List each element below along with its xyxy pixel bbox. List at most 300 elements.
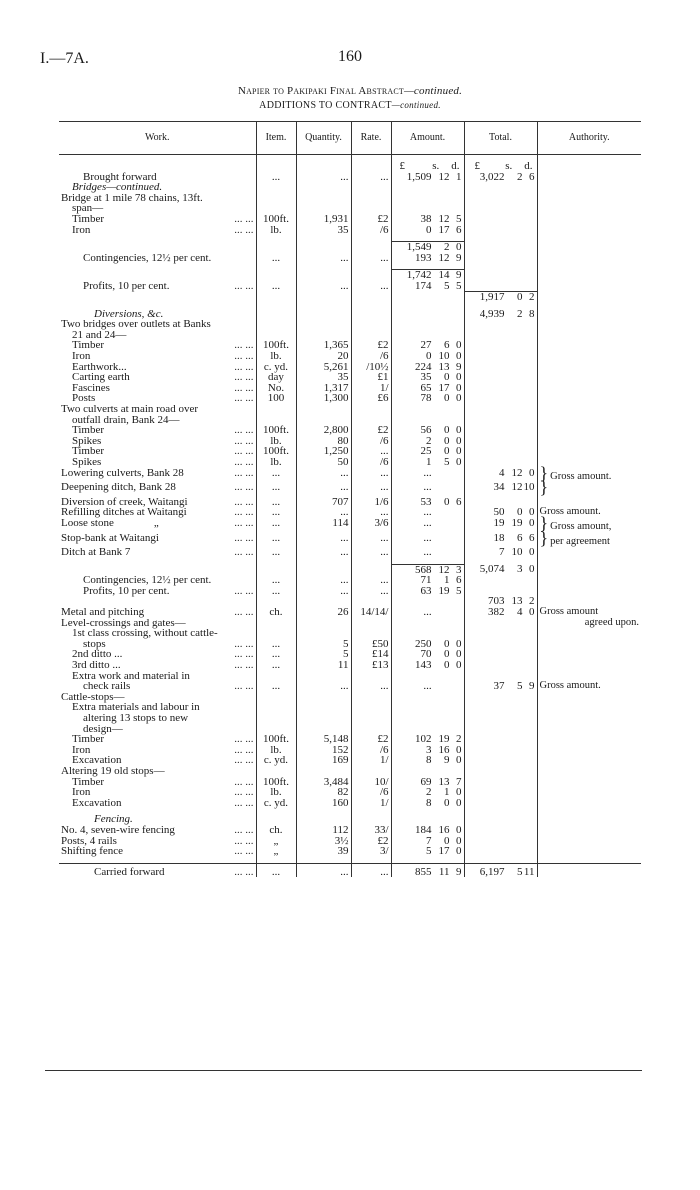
shillings-value: 1 <box>444 786 450 799</box>
table-row <box>59 193 641 204</box>
total-cell <box>464 628 537 639</box>
table-row <box>59 863 641 877</box>
pounds-value: 71 <box>420 574 432 587</box>
pounds-value: 0 <box>426 350 432 362</box>
authority-cell <box>537 477 641 498</box>
shillings-value: 13 <box>438 775 450 788</box>
item-cell: lb. <box>256 225 296 236</box>
total-cell <box>464 270 537 281</box>
authority-cell <box>537 436 641 447</box>
quantity-cell: ... <box>296 575 351 586</box>
shillings-value: 12 <box>438 563 450 576</box>
rate-cell: £2 <box>351 214 391 225</box>
pence-value: 1 <box>456 170 462 183</box>
shillings-value: 19 <box>438 584 450 597</box>
authority-cell <box>537 457 641 468</box>
total-cell <box>464 457 537 468</box>
item-cell: lb. <box>256 745 296 756</box>
table-row <box>59 425 641 436</box>
work-cell <box>59 214 256 225</box>
shillings-value: 0 <box>444 659 450 672</box>
quantity-cell <box>296 193 351 204</box>
item-cell: 100ft. <box>256 734 296 745</box>
table-row <box>59 825 641 836</box>
rate-cell: /6 <box>351 745 391 756</box>
pounds-value: 37 <box>493 680 505 693</box>
pounds-value: 78 <box>420 392 432 405</box>
total-cell <box>464 863 537 877</box>
table-row <box>59 533 641 548</box>
authority-cell <box>537 547 641 558</box>
total-cell <box>464 798 537 809</box>
item-cell <box>256 404 296 415</box>
table-row <box>59 415 641 426</box>
leader-dots: ... ... <box>234 372 254 383</box>
quantity-cell: 50 <box>296 457 351 468</box>
pence-value: 6 <box>456 495 462 508</box>
quantity-cell <box>296 182 351 193</box>
header-item: Item. <box>256 122 296 155</box>
item-cell <box>256 713 296 724</box>
item-cell <box>256 766 296 777</box>
shillings-value: 16 <box>438 823 450 836</box>
work-cell <box>59 798 256 809</box>
item-cell <box>256 193 296 204</box>
authority-cell <box>537 777 641 788</box>
pounds-value: 382 <box>488 606 505 619</box>
total-cell <box>464 172 537 183</box>
shillings-value: 17 <box>438 381 450 394</box>
leader-dots: ... ... <box>234 425 254 436</box>
work-label: check rails <box>83 680 131 693</box>
table-row <box>59 628 641 639</box>
total-cell <box>464 518 537 533</box>
work-label: Timber <box>72 339 104 352</box>
rate-cell: £2 <box>351 836 391 847</box>
work-label: Contingencies, 12½ per cent. <box>83 251 212 264</box>
table-row <box>59 724 641 735</box>
work-label: outfall drain, Bank 24— <box>72 413 180 426</box>
rate-cell: ... <box>351 681 391 692</box>
work-cell <box>59 404 256 415</box>
amount-cell <box>391 292 464 303</box>
quantity-cell <box>296 319 351 330</box>
item-cell <box>256 319 296 330</box>
rate-cell: 1/ <box>351 798 391 809</box>
pound-symbol: £ <box>474 160 480 172</box>
pounds-value: 6,197 <box>479 865 505 878</box>
pence-value: 0 <box>456 648 462 661</box>
total-cell <box>464 564 537 575</box>
brace-mark: } <box>539 527 549 548</box>
leader-dots: ... ... <box>234 496 254 508</box>
item-cell: ... <box>256 172 296 183</box>
rate-cell: /6 <box>351 225 391 236</box>
shillings-value: 12 <box>511 466 523 479</box>
rate-cell <box>351 702 391 713</box>
work-label: Brought forward <box>83 170 157 183</box>
shillings-symbol: s. <box>505 160 513 172</box>
shillings-value: 2 <box>517 307 523 320</box>
total-cell <box>464 649 537 660</box>
authority-cell <box>537 172 641 183</box>
page-reference: I.—7A. <box>40 50 89 67</box>
shillings-value: 14 <box>438 269 450 282</box>
quantity-cell: 707 <box>296 497 351 508</box>
rate-cell: 1/ <box>351 755 391 766</box>
work-label: Shifting fence <box>61 845 124 858</box>
total-cell <box>464 330 537 341</box>
quantity-cell: 26 <box>296 607 351 618</box>
shillings-value: 13 <box>438 360 450 373</box>
amount-cell <box>391 660 464 671</box>
quantity-cell: ... <box>296 863 351 877</box>
leader-dots: ... ... <box>234 482 254 493</box>
authority-cell <box>537 270 641 281</box>
rate-cell <box>351 692 391 703</box>
quantity-cell: 5,261 <box>296 362 351 373</box>
work-cell <box>59 482 256 497</box>
pence-value: 0 <box>456 392 462 405</box>
work-label: Extra work and material in <box>72 669 190 682</box>
quantity-cell: 1,365 <box>296 340 351 351</box>
authority-cell <box>537 745 641 756</box>
rate-cell: 1/ <box>351 383 391 394</box>
work-label: Iron <box>72 786 91 799</box>
pence-value: 8 <box>529 307 535 320</box>
pence-value: 0 <box>529 563 535 576</box>
authority-cell <box>537 814 641 825</box>
leader-dots: ... ... <box>234 340 254 351</box>
leader-dots: ... ... <box>234 797 254 809</box>
work-label: Timber <box>72 212 104 225</box>
brace-mark: } <box>539 462 549 483</box>
document-title <box>0 85 700 97</box>
table-row <box>59 766 641 777</box>
pounds-value: 8 <box>426 754 432 767</box>
leader-dots: ... ... <box>234 846 254 857</box>
pounds-value: 2 <box>426 434 432 447</box>
total-cell <box>464 193 537 204</box>
quantity-cell: 1,250 <box>296 446 351 457</box>
authority-cell <box>537 182 641 193</box>
table-row <box>59 745 641 756</box>
pounds-value: 4 <box>499 466 505 479</box>
page-number: 160 <box>338 48 362 65</box>
pounds-value: 250 <box>415 637 432 650</box>
subtitle-main: ADDITIONS TO CONTRACT <box>259 100 392 111</box>
work-label: Timber <box>72 733 104 746</box>
rate-cell <box>351 292 391 303</box>
page-bottom-rule <box>45 1070 642 1071</box>
work-label: Earthwork... <box>72 360 127 373</box>
total-cell <box>464 340 537 351</box>
authority-cell <box>537 846 641 857</box>
pounds-value: 63 <box>420 584 432 597</box>
leader-dots: ... ... <box>234 776 254 788</box>
total-cell <box>464 225 537 236</box>
shillings-value: 0 <box>444 495 450 508</box>
amount-cell <box>391 692 464 703</box>
shillings-value: 6 <box>444 339 450 352</box>
item-cell <box>256 182 296 193</box>
pence-symbol: d. <box>451 160 460 172</box>
rate-cell <box>351 182 391 193</box>
pence-value: 2 <box>529 291 535 304</box>
authority-cell <box>537 362 641 373</box>
item-cell: day <box>256 372 296 383</box>
authority-cell <box>537 639 641 650</box>
rate-cell: /6 <box>351 351 391 362</box>
pounds-value: 1,742 <box>406 269 432 282</box>
quantity-cell: 2,800 <box>296 425 351 436</box>
shillings-value: 6 <box>517 531 523 544</box>
shillings-value: 11 <box>438 865 450 878</box>
pence-value: 6 <box>529 531 535 544</box>
item-cell: 100ft. <box>256 214 296 225</box>
leader-dots: ... ... <box>234 446 254 457</box>
leader-dots: ... ... <box>234 517 254 529</box>
pence-value: 0 <box>456 371 462 384</box>
table-row <box>59 214 641 225</box>
amount-cell <box>391 319 464 330</box>
header-authority: Authority. <box>537 122 641 155</box>
shillings-value: 9 <box>444 754 450 767</box>
pounds-value: 25 <box>420 445 432 458</box>
rate-cell <box>351 319 391 330</box>
total-cell <box>464 309 537 320</box>
work-label: Iron <box>72 350 91 362</box>
rate-cell: £50 <box>351 639 391 650</box>
rate-cell: ... <box>351 575 391 586</box>
work-label: 21 and 24— <box>72 328 127 341</box>
item-cell: ... <box>256 507 296 518</box>
work-label: Lowering culverts, Bank 28 <box>61 466 184 479</box>
authority-cell <box>537 507 641 518</box>
quantity-cell: 35 <box>296 372 351 383</box>
authority-cell <box>537 415 641 426</box>
work-label: Excavation <box>72 796 122 809</box>
total-cell <box>464 362 537 373</box>
work-cell <box>59 253 256 264</box>
pounds-value: 2 <box>426 786 432 799</box>
quantity-cell: ... <box>296 507 351 518</box>
table-row <box>59 639 641 650</box>
rate-cell: ... <box>351 281 391 292</box>
pence-value: 5 <box>456 279 462 292</box>
work-label: altering 13 stops to new <box>83 712 189 724</box>
pounds-value: 3,022 <box>479 170 505 183</box>
pounds-value: 1 <box>426 455 432 468</box>
item-cell: 100ft. <box>256 446 296 457</box>
pounds-value: 1,917 <box>479 291 505 304</box>
shillings-value: 12 <box>438 170 450 183</box>
authority-text: Gross amount. <box>539 680 601 692</box>
shillings-value: 2 <box>444 241 450 254</box>
rate-cell: /6 <box>351 787 391 798</box>
quantity-cell: ... <box>296 533 351 548</box>
leader-dots: ... ... <box>234 866 254 878</box>
table-row <box>59 482 641 497</box>
work-cell <box>59 468 256 483</box>
shillings-value: 0 <box>444 796 450 809</box>
leader-dots: ... ... <box>234 435 254 447</box>
authority-cell <box>537 692 641 703</box>
authority-cell <box>537 393 641 404</box>
authority-cell <box>537 586 641 597</box>
quantity-cell: 5,148 <box>296 734 351 745</box>
leader-dots: ... ... <box>234 660 254 671</box>
work-label: Ditch at Bank 7 <box>61 546 131 559</box>
authority-cell <box>537 242 641 253</box>
rate-cell: 3/ <box>351 846 391 857</box>
total-cell <box>464 351 537 362</box>
leader-dots: ... ... <box>234 351 254 362</box>
amount-cell: ... <box>391 507 464 518</box>
quantity-cell <box>296 766 351 777</box>
authority-cell <box>537 863 641 877</box>
authority-cell <box>537 330 641 341</box>
work-label: 1st class crossing, without cattle- <box>72 627 218 640</box>
item-cell: lb. <box>256 436 296 447</box>
authority-cell <box>537 512 641 533</box>
authority-cell <box>537 281 641 292</box>
total-cell <box>464 547 537 558</box>
quantity-cell <box>296 702 351 713</box>
work-cell <box>59 547 256 558</box>
authority-cell <box>537 425 641 436</box>
work-cell <box>59 351 256 362</box>
shillings-value: 3 <box>517 563 523 576</box>
authority-text: Gross amount, <box>550 520 612 532</box>
work-cell <box>59 825 256 836</box>
total-cell <box>464 724 537 735</box>
authority-cell <box>537 702 641 713</box>
table-row <box>59 507 641 518</box>
rate-cell <box>351 309 391 320</box>
authority-cell <box>537 798 641 809</box>
total-cell <box>464 182 537 193</box>
leader-dots: ... ... <box>234 382 254 394</box>
work-label: Altering 19 old stops— <box>61 764 165 777</box>
authority-cell <box>537 734 641 745</box>
leader-dots: ... ... <box>234 456 254 468</box>
table-row <box>59 330 641 341</box>
table-row <box>59 362 641 373</box>
shillings-value: 10 <box>438 350 450 362</box>
table-header-row <box>59 122 641 155</box>
item-cell: c. yd. <box>256 362 296 373</box>
currency-row <box>59 161 641 172</box>
total-currency <box>464 161 537 172</box>
rate-cell <box>351 713 391 724</box>
item-cell: ... <box>256 639 296 650</box>
pence-value: 0 <box>456 659 462 672</box>
authority-cell <box>537 462 641 483</box>
rate-cell: £13 <box>351 660 391 671</box>
item-cell: ... <box>256 586 296 597</box>
table-row <box>59 281 641 292</box>
rate-cell: /10½ <box>351 362 391 373</box>
pounds-value: 1,509 <box>406 170 432 183</box>
authority-cell <box>537 618 641 629</box>
item-cell: ch. <box>256 607 296 618</box>
quantity-cell: 152 <box>296 745 351 756</box>
leader-dots: ... ... <box>234 744 254 756</box>
item-cell: c. yd. <box>256 798 296 809</box>
pounds-value: 34 <box>493 481 505 494</box>
table-row <box>59 253 641 264</box>
pounds-value: 568 <box>415 563 432 576</box>
table-row <box>59 446 641 457</box>
shillings-value: 12 <box>511 481 523 494</box>
rate-cell: £14 <box>351 649 391 660</box>
amount-cell <box>391 404 464 415</box>
item-cell: ... <box>256 681 296 692</box>
pounds-value: 35 <box>420 371 432 384</box>
table-row <box>59 518 641 533</box>
work-label: Refilling ditches at Waitangi <box>61 506 187 519</box>
total-cell <box>464 242 537 253</box>
rate-cell: 1/6 <box>351 497 391 508</box>
shillings-value: 0 <box>444 637 450 650</box>
pounds-value: 7 <box>499 546 505 559</box>
item-cell: ... <box>256 253 296 264</box>
leader-dots: ... ... <box>234 607 254 618</box>
authority-cell <box>537 351 641 362</box>
leader-dots: ... ... <box>234 532 254 544</box>
total-cell <box>464 745 537 756</box>
shillings-value: 12 <box>438 212 450 225</box>
authority-text: Gross amount <box>539 606 599 618</box>
shillings-value: 19 <box>438 733 450 746</box>
work-label: Fencing. <box>94 813 133 826</box>
shillings-value: 0 <box>444 392 450 405</box>
total-cell <box>464 836 537 847</box>
amount-cell <box>391 863 464 877</box>
authority-cell <box>537 292 641 303</box>
pounds-value: 53 <box>420 495 432 508</box>
work-label: Spikes <box>72 455 102 468</box>
total-cell <box>464 660 537 671</box>
work-label: Iron <box>72 743 91 756</box>
pence-value: 0 <box>456 434 462 447</box>
pence-value: 0 <box>529 516 535 529</box>
leader-dots: ... ... <box>234 649 254 661</box>
quantity-cell: 112 <box>296 825 351 836</box>
rate-cell: £2 <box>351 425 391 436</box>
amount-cell <box>391 618 464 629</box>
shillings-value: 5 <box>444 455 450 468</box>
quantity-cell: 114 <box>296 518 351 533</box>
pence-value: 0 <box>456 241 462 254</box>
table-row <box>59 372 641 383</box>
shillings-value: 0 <box>444 424 450 437</box>
quantity-cell: ... <box>296 547 351 558</box>
total-cell <box>464 692 537 703</box>
rate-cell <box>351 404 391 415</box>
item-cell: ... <box>256 518 296 533</box>
table-row <box>59 351 641 362</box>
item-cell: lb. <box>256 457 296 468</box>
total-cell <box>464 618 537 629</box>
table-row <box>59 586 641 597</box>
pence-value: 6 <box>456 574 462 587</box>
authority-cell <box>537 564 641 575</box>
work-cell <box>59 533 256 548</box>
pence-value: 9 <box>456 865 462 878</box>
pence-value: 7 <box>456 775 462 788</box>
